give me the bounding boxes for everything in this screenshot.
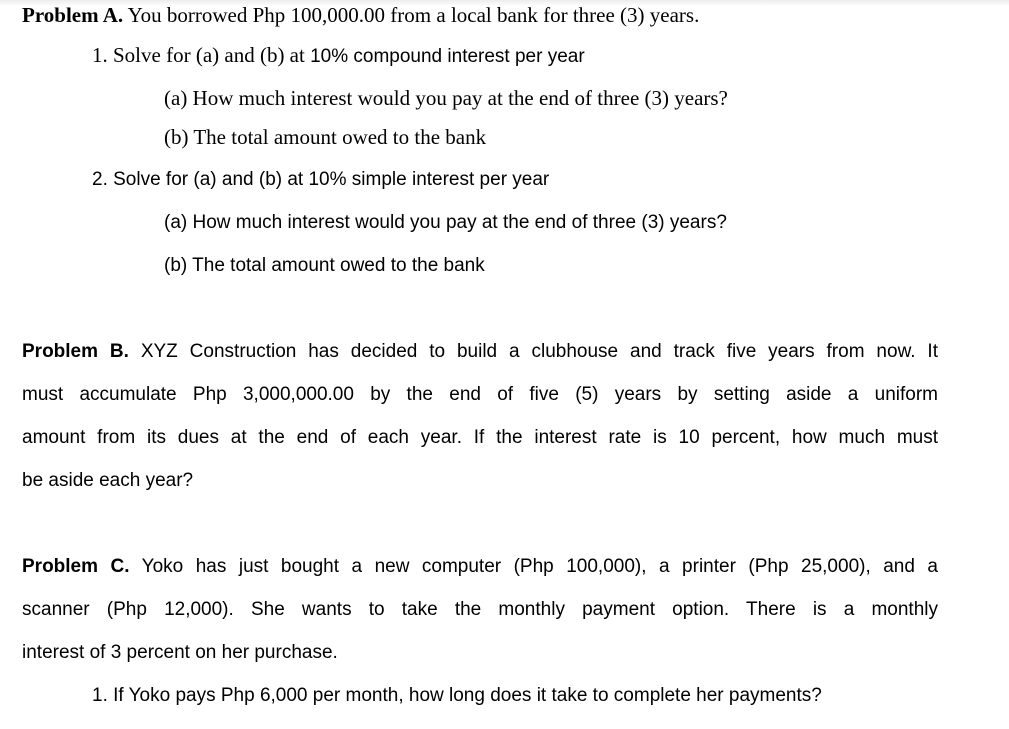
problem-a-line: [22, 3, 699, 27]
problem-c-text1: Yoko has just bought a new computer (Php 100,000), a printer (Php 25,000), and a: [141, 556, 938, 577]
problem-c-item1: 1. If Yoko pays Php 6,000 per month, how long does it take to complete her payments?: [92, 685, 822, 706]
problem-b-line1: [22, 340, 938, 364]
problem-b-line4: be aside each year?: [22, 470, 194, 491]
problem-c-line2: scanner (Php 12,000). She wants to take the monthly payment option. There is a monthly: [22, 599, 938, 620]
problem-a-item2: 2. Solve for (a) and (b) at 10% simple interest per year: [92, 169, 550, 190]
problem-b-heading: Problem B.: [22, 341, 129, 362]
problem-c-line1: [22, 555, 938, 579]
problem-a-item1-a: (a) How much interest would you pay at the end of three (3) years?: [164, 86, 728, 110]
problem-a-intro: You borrowed Php 100,000.00 from a local bank for three (3) years.: [127, 3, 700, 27]
problem-b-line3: amount from its dues at the end of each year. If the interest rate is 10 percent, how much must: [22, 427, 938, 448]
problem-b-line2: must accumulate Php 3,000,000.00 by the end of five (5) years by setting aside a uniform: [22, 384, 938, 405]
problem-a-item2-b: (b) The total amount owed to the bank: [164, 255, 485, 276]
problem-a-item1-rate: 10% compound interest per year: [310, 46, 585, 67]
problem-c-heading: Problem C.: [22, 556, 130, 577]
problem-b-text1: XYZ Construction has decided to build a clubhouse and track five years from now. It: [140, 341, 938, 362]
problem-a-item1: [92, 43, 585, 69]
problem-a-item2-a: (a) How much interest would you pay at the end of three (3) years?: [164, 212, 727, 233]
problem-a-item1-prefix: 1. Solve for (a) and (b) at: [92, 43, 311, 67]
problem-c-line3: interest of 3 percent on her purchase.: [22, 642, 338, 663]
problem-a-item1-b: (b) The total amount owed to the bank: [164, 125, 487, 149]
problem-a-heading: Problem A.: [22, 3, 124, 27]
